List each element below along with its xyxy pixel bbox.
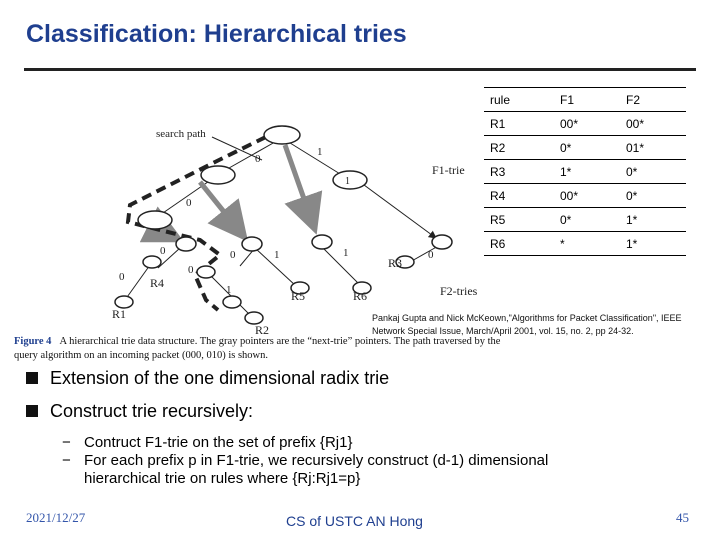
f2-tries-label: F2-tries (440, 284, 478, 298)
next-trie-pointer (200, 182, 245, 238)
trie-edge (125, 265, 150, 300)
sub-bullet-text: For each prefix p in F1-trie, we recursively construct (d-1) dimensional hierarchical trie on rules where {Rj:Rj1=p} (84, 452, 549, 487)
table-row (484, 136, 686, 160)
figure-caption-text: A hierarchical trie data structure. The gray pointers are the “next-trie” pointers. The path traversed by the query algorithm on an incoming packet (000, 010) is shown. (14, 336, 501, 361)
trie-node (242, 237, 262, 251)
table-cell: 01* (620, 136, 686, 160)
bullet-item (26, 401, 696, 434)
table-header-row (484, 88, 686, 112)
table-cell: 00* (554, 112, 620, 136)
table-cell: 1* (620, 232, 686, 256)
rule-label-r3: R3 (388, 256, 403, 270)
rule-label-r1: R1 (112, 307, 127, 321)
rules-table (484, 87, 686, 256)
citation: Pankaj Gupta and Nick McKeown,"Algorithms for Packet Classification", IEEE Network Special Issue, March/April 2001, vol. 15, no. 2, pp 24-32. (372, 313, 682, 336)
rule-label-r4: R4 (150, 276, 165, 290)
table-cell: 0* (554, 136, 620, 160)
footer-date: 2021/12/27 (26, 510, 86, 525)
table-header-cell: rule (484, 88, 554, 112)
page-number: 45 (676, 510, 689, 525)
table-row (484, 232, 686, 256)
table-cell: 00* (620, 112, 686, 136)
table-cell: R6 (484, 232, 554, 256)
table-cell: 0* (620, 160, 686, 184)
bullet-text: Construct trie recursively: (50, 401, 254, 421)
bullet-list (26, 368, 696, 488)
next-trie-pointer (285, 145, 315, 230)
table-header-cell: F1 (554, 88, 620, 112)
edge-label-0: 0 (119, 271, 125, 283)
sub-bullet-text: Contruct F1-trie on the set of prefix {Rj1} (84, 434, 353, 451)
edge-label-0: 0 (186, 197, 192, 209)
bullet-square-icon (26, 405, 38, 417)
trie-node (176, 237, 196, 251)
trie-node (264, 126, 300, 144)
dash-bullet-icon: − (62, 452, 71, 469)
sub-bullet-item (62, 452, 696, 488)
edge-label-0: 0 (255, 153, 261, 165)
trie-node (201, 166, 235, 184)
table-row (484, 208, 686, 232)
rule-label-r6: R6 (353, 289, 368, 303)
table-header-cell: F2 (620, 88, 686, 112)
slide-title: Classification: Hierarchical tries (26, 20, 407, 48)
edge-label-0: 0 (230, 249, 236, 261)
sub-bullet-item (62, 434, 696, 452)
bullet-text: Extension of the one dimensional radix trie (50, 368, 390, 388)
bullet-item (26, 368, 696, 401)
table-cell: 00* (554, 184, 620, 208)
f1-trie-label: F1-trie (432, 163, 465, 177)
trie-node (223, 296, 241, 308)
trie-node (432, 235, 452, 249)
edge-label-0: 0 (160, 245, 166, 257)
figure-caption-label: Figure 4 (14, 336, 52, 347)
table-row (484, 160, 686, 184)
trie-node (143, 256, 161, 268)
table-row (484, 112, 686, 136)
table-cell: 0* (620, 184, 686, 208)
table-cell: R2 (484, 136, 554, 160)
table-cell: R1 (484, 112, 554, 136)
title-underline (24, 68, 696, 71)
figure-caption (14, 335, 514, 363)
trie-node (138, 211, 172, 229)
edge-label-0: 0 (188, 264, 194, 276)
trie-edge (320, 245, 360, 285)
edge-label-0: 0 (428, 249, 434, 261)
footer-center-text: CS of USTC AN Hong (286, 513, 423, 529)
bullet-square-icon (26, 372, 38, 384)
search-path-label: search path (156, 128, 206, 140)
dash-bullet-icon: − (62, 434, 71, 451)
edge-label-1: 1 (226, 284, 232, 296)
edge-label-1: 1 (345, 176, 350, 187)
table-row (484, 184, 686, 208)
rule-label-r5: R5 (291, 289, 306, 303)
table-cell: 1* (620, 208, 686, 232)
edge-label-1: 1 (343, 247, 349, 259)
table-cell: * (554, 232, 620, 256)
next-trie-pointer (360, 182, 436, 238)
table-cell: 0* (554, 208, 620, 232)
table-cell: 1* (554, 160, 620, 184)
table-cell: R4 (484, 184, 554, 208)
edge-label-1: 1 (317, 146, 323, 158)
table-cell: R5 (484, 208, 554, 232)
edge-label-1: 1 (274, 249, 280, 261)
table-cell: R3 (484, 160, 554, 184)
trie-node (197, 266, 215, 278)
trie-node (312, 235, 332, 249)
trie-node (333, 171, 367, 189)
rule-label-r2: R2 (255, 323, 270, 337)
